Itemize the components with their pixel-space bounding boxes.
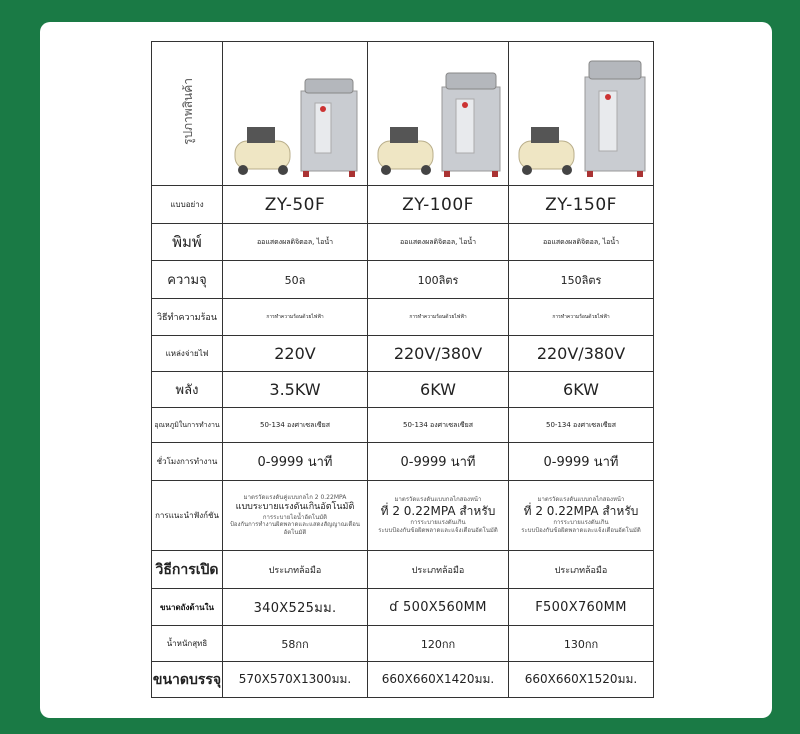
function-1: มาตรวัดแรงดันคู่แบบกลไก 2 0.22MPA แบบระบายแรงดันเกินอัตโนมัติ การระบายไอน้ำอัตโนมัติ ป้องกันการทำงานผิดพลาดและแสดงสัญญาณเตือนอัตโนมัติ	[223, 481, 368, 551]
power-1: 3.5KW	[223, 372, 368, 408]
packing-1: 570X570X1300มม.	[223, 662, 368, 698]
air-compressor-image	[235, 127, 290, 175]
capacity-2: 100ลิตร	[368, 261, 509, 299]
label-heating: วิธีทำความร้อน	[152, 299, 223, 336]
power-supply-1: 220V	[223, 336, 368, 372]
label-type: พิมพ์	[152, 224, 223, 261]
packing-3: 660X660X1520มม.	[509, 662, 654, 698]
product-image-3	[509, 42, 654, 186]
label-time: ชั่วโมงการทำงาน	[152, 443, 223, 481]
model-2: ZY-100F	[368, 186, 509, 224]
temperature-2: 50-134 องศาเซลเซียส	[368, 408, 509, 443]
row-opening	[152, 551, 654, 589]
model-3: ZY-150F	[509, 186, 654, 224]
capacity-1: 50ล	[223, 261, 368, 299]
autoclave-sterilizer-image	[301, 79, 357, 177]
type-3: ออแสดงผลดิจิตอล, ไอน้ำ	[509, 224, 654, 261]
label-weight: น้ำหนักสุทธิ	[152, 626, 223, 662]
row-capacity	[152, 261, 654, 299]
weight-2: 120กก	[368, 626, 509, 662]
function-3: มาตรวัดแรงดันแบบกลไกสองหน้า ที่ 2 0.22MPA สำหรับ การระบายแรงดันเกิน ระบบป้องกันข้อผิดพลาดและแจ้งเตือนอัตโนมัติ	[509, 481, 654, 551]
label-image: รูปภาพสินค้า	[152, 42, 223, 186]
row-heating	[152, 299, 654, 336]
row-packing	[152, 662, 654, 698]
temperature-3: 50-134 องศาเซลเซียส	[509, 408, 654, 443]
temperature-1: 50-134 องศาเซลเซียส	[223, 408, 368, 443]
type-2: ออแสดงผลดิจิตอล, ไอน้ำ	[368, 224, 509, 261]
heating-1: การทำความร้อนด้วยไฟฟ้า	[223, 299, 368, 336]
label-model: แบบอย่าง	[152, 186, 223, 224]
row-type	[152, 224, 654, 261]
row-power	[152, 372, 654, 408]
function-2: มาตรวัดแรงดันแบบกลไกสองหน้า ที่ 2 0.22MPA สำหรับ การระบายแรงดันเกิน ระบบป้องกันข้อผิดพลาดและแจ้งเตือนอัตโนมัติ	[368, 481, 509, 551]
autoclave-sterilizer-image	[585, 61, 645, 177]
heating-2: การทำความร้อนด้วยไฟฟ้า	[368, 299, 509, 336]
type-1: ออแสดงผลดิจิตอล, ไอน้ำ	[223, 224, 368, 261]
label-power: พลัง	[152, 372, 223, 408]
product-image-1	[223, 42, 368, 186]
row-temperature	[152, 408, 654, 443]
product-image-2	[368, 42, 509, 186]
label-chamber: ขนาดถังด้านใน	[152, 589, 223, 626]
opening-3: ประเภทล้อมือ	[509, 551, 654, 589]
air-compressor-image	[378, 127, 433, 175]
row-weight	[152, 626, 654, 662]
chamber-2: ɗ 500X560MM	[368, 589, 509, 626]
spec-table	[151, 41, 654, 698]
opening-1: ประเภทล้อมือ	[223, 551, 368, 589]
autoclave-sterilizer-image	[442, 73, 500, 177]
packing-2: 660X660X1420มม.	[368, 662, 509, 698]
label-packing: ขนาดบรรจุ	[152, 662, 223, 698]
opening-2: ประเภทล้อมือ	[368, 551, 509, 589]
heating-3: การทำความร้อนด้วยไฟฟ้า	[509, 299, 654, 336]
power-supply-2: 220V/380V	[368, 336, 509, 372]
row-power-supply	[152, 336, 654, 372]
chamber-1: 340X525มม.	[223, 589, 368, 626]
weight-1: 58กก	[223, 626, 368, 662]
power-2: 6KW	[368, 372, 509, 408]
label-power-supply: แหล่งจ่ายไฟ	[152, 336, 223, 372]
row-chamber	[152, 589, 654, 626]
label-opening: วิธีการเปิด	[152, 551, 223, 589]
chamber-3: F500X760MM	[509, 589, 654, 626]
row-function	[152, 481, 654, 551]
row-model	[152, 186, 654, 224]
row-time	[152, 443, 654, 481]
model-1: ZY-50F	[223, 186, 368, 224]
label-temperature: อุณหภูมิในการทำงาน	[152, 408, 223, 443]
label-capacity: ความจุ	[152, 261, 223, 299]
time-3: 0-9999 นาที	[509, 443, 654, 481]
row-image	[152, 42, 654, 186]
label-function: การแนะนำฟังก์ชัน	[152, 481, 223, 551]
time-2: 0-9999 นาที	[368, 443, 509, 481]
power-3: 6KW	[509, 372, 654, 408]
capacity-3: 150ลิตร	[509, 261, 654, 299]
time-1: 0-9999 นาที	[223, 443, 368, 481]
power-supply-3: 220V/380V	[509, 336, 654, 372]
air-compressor-image	[519, 127, 574, 175]
weight-3: 130กก	[509, 626, 654, 662]
